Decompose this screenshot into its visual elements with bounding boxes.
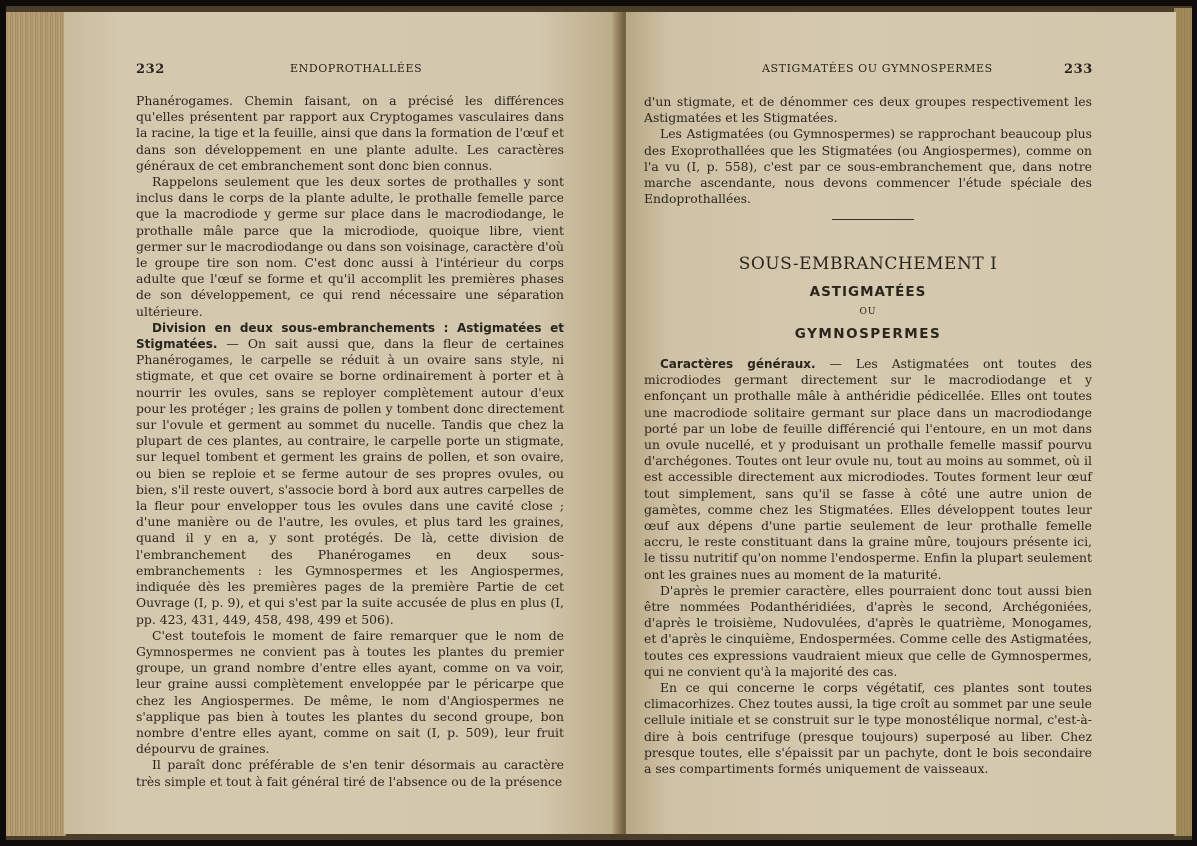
right-page: [626, 12, 1176, 834]
left-page-number: 232: [136, 62, 165, 77]
section-name: ASTIGMATÉES: [809, 284, 927, 300]
right-intro-text: [644, 94, 1092, 207]
paragraph-text: d'un stigmate, et de dénommer ces deux groupes respectivement les Astigmatées et les Stigmatées.: [644, 94, 1092, 126]
paragraph: [136, 757, 564, 789]
paragraph-text: Rappelons seulement que les deux sortes de prothalles y sont inclus dans le corps de la plante adulte, le prothalle femelle parce que la macrodiode y germe sur place dans le macrodiodange, le prothalle mâle parce que la microdiode, quoique libre, vient germer sur le macrodiodange ou dans son voisinage, caractère d'où le groupe tire son nom. C'est donc aussi à l'intérieur du corps adulte que l'œuf se forme et qu'il accomplit les premières phases de son développement, ce qui rend nécessaire une séparation ultérieure.: [136, 174, 564, 319]
left-page-text: [136, 93, 564, 790]
page-edges-left: [6, 12, 66, 836]
paragraph-text: C'est toutefois le moment de faire remarquer que le nom de Gymnospermes ne convient pas à toutes les plantes du premier groupe, un grand nombre d'entre elles ayant, comme on va voir, leur graine aussi complètement enveloppée par le péricarpe que chez les Angiospermes. De même, le nom d'Angiospermes ne s'applique pas bien à toutes les plantes du second groupe, bon nombre d'entre elles ayant, comme on sait (I, p. 509), leur fruit dépourvu de graines.: [136, 627, 564, 757]
section-or: OU: [859, 307, 877, 317]
paragraph-text: — On sait aussi que, dans la fleur de certaines Phanérogames, le carpelle se réduit à un ovaire sans style, ni stigmate, et que cet ovaire se borne ordinairement à porter et à nourrir les ovules, sans se reployer complètement autour d'eux pour les protéger ; les grains de pollen y tombent donc directement sur l'ovule et germent au sommet du nucelle. Tandis que chez la plupart de ces plantes, au contraire, le carpelle porte un stigmate, sur lequel tombent et germent les grains de pollen, et son ovaire, ou bien se reploie et se ferme autour de ses propres ovules, ou bien, s'il reste ouvert, s'associe bord à bord aux autres carpelles de la fleur pour envelopper tous les ovules dans une cavité close ; d'une manière ou de l'autre, les ovules, et plus tard les graines, quand il y en a, y sont protégés. De là, cette division de l'embranchement des Phanérogames en deux sous-embranchements : les Gymnospermes et les Angiospermes, indiquée dès les premières pages de la première Partie de cet Ouvrage (I, p. 9), et qui s'est par la suite accusée de plus en plus (I, pp. 423, 431, 449, 458, 498, 499 et 506).: [136, 336, 564, 627]
paragraph: [644, 126, 1092, 207]
paragraph: [136, 93, 564, 174]
paragraph: [644, 583, 1092, 680]
paragraph-text: Il paraît donc préférable de s'en tenir désormais au caractère très simple et tout à fait général tiré de l'absence ou de la présence: [136, 757, 564, 789]
section-divider: [832, 219, 914, 220]
paragraph-text: Les Astigmatées (ou Gymnospermes) se rapprochant beaucoup plus des Exoprothallées que les Stigmatées (ou Angiospermes), comme on l'a vu (I, p. 558), c'est par ce sous-embranchement que, dans notre marche ascendante, nous devons commencer l'étude spéciale des Endoprothallées.: [644, 126, 1092, 207]
paragraph-text: — Les Astigmatées ont toutes des microdiodes germant directement sur le macrodiodange et y enfonçant un prothalle mâle à anthéridie pédicellée. Elles ont toutes une macrodiode solitaire germant sur place dans un macrodiodange porté par un lobe de feuille différencié qui l'entoure, en un mot dans un ovule nucellé, et y produisant un prothalle femelle massif pourvu d'archégones. Toutes ont leur ovule nu, tout au moins au sommet, où il est accessible directement aux microdiodes. Toutes forment leur œuf tout simplement, sans qu'il se fasse à côté une autre union de gamètes, comme chez les Stigmatées. Elles développent toutes leur œuf aux dépens d'une partie seulement de leur prothalle femelle accru, le reste constituant dans la graine mûre, toujours présente ici, le tissu nutritif qu'on nomme l'endosperme. Enfin la plupart seulement ont les graines nues au moment de la maturité.: [644, 356, 1092, 582]
paragraph-heading: Division en deux sous-embranchements : Astigmatées et Stigmatées.: [136, 320, 564, 352]
right-body-text: [644, 356, 1092, 777]
paragraph: [644, 680, 1092, 777]
paragraph-text: Phanérogames. Chemin faisant, on a précisé les différences qu'elles présentent par rapport aux Cryptogames vasculaires dans la racine, la tige et la feuille, ainsi que dans la formation de l'œuf et dans son développement en une plante adulte. Les caractères généraux de cet embranchement sont donc bien connus.: [136, 93, 564, 173]
section-alt-name: GYMNOSPERMES: [794, 326, 942, 342]
paragraph-heading: Caractères généraux.: [660, 357, 816, 371]
left-running-head: ENDOPROTHALLÉES: [290, 62, 423, 75]
page-edges-right: [1174, 8, 1192, 836]
paragraph: [136, 628, 564, 758]
right-running-head: ASTIGMATÉES OU GYMNOSPERMES: [762, 62, 993, 75]
paragraph: [136, 320, 564, 628]
right-page-number: 233: [1064, 62, 1093, 77]
paragraph: [644, 94, 1092, 126]
paragraph-text: En ce qui concerne le corps végétatif, ces plantes sont toutes climacorhizes. Chez toutes aussi, la tige croît au sommet par une seule cellule initiale et se construit sur le type monostélique normal, c'est-à-dire à bois centrifuge (presque toujours) superposé au liber. Chez presque toutes, elle s'épaissit par un pachyte, dont le bois secondaire a ses compartiments formés uniquement de vaisseaux.: [644, 680, 1092, 777]
section-title: SOUS-EMBRANCHEMENT I: [738, 254, 998, 274]
paragraph-text: D'après le premier caractère, elles pourraient donc tout aussi bien être nommées Podanthéridiées, d'après le second, Archégoniées, d'après le troisième, Nudovulées, d'après le quatrième, Monogames, et d'après le cinquième, Endospermées. Comme celle des Astigmatées, toutes ces expressions vaudraient mieux que celle de Gymnospermes, qui ne convient qu'à la majorité des cas.: [644, 582, 1092, 679]
left-page: [64, 12, 622, 834]
paragraph: [136, 174, 564, 320]
paragraph: [644, 356, 1092, 583]
